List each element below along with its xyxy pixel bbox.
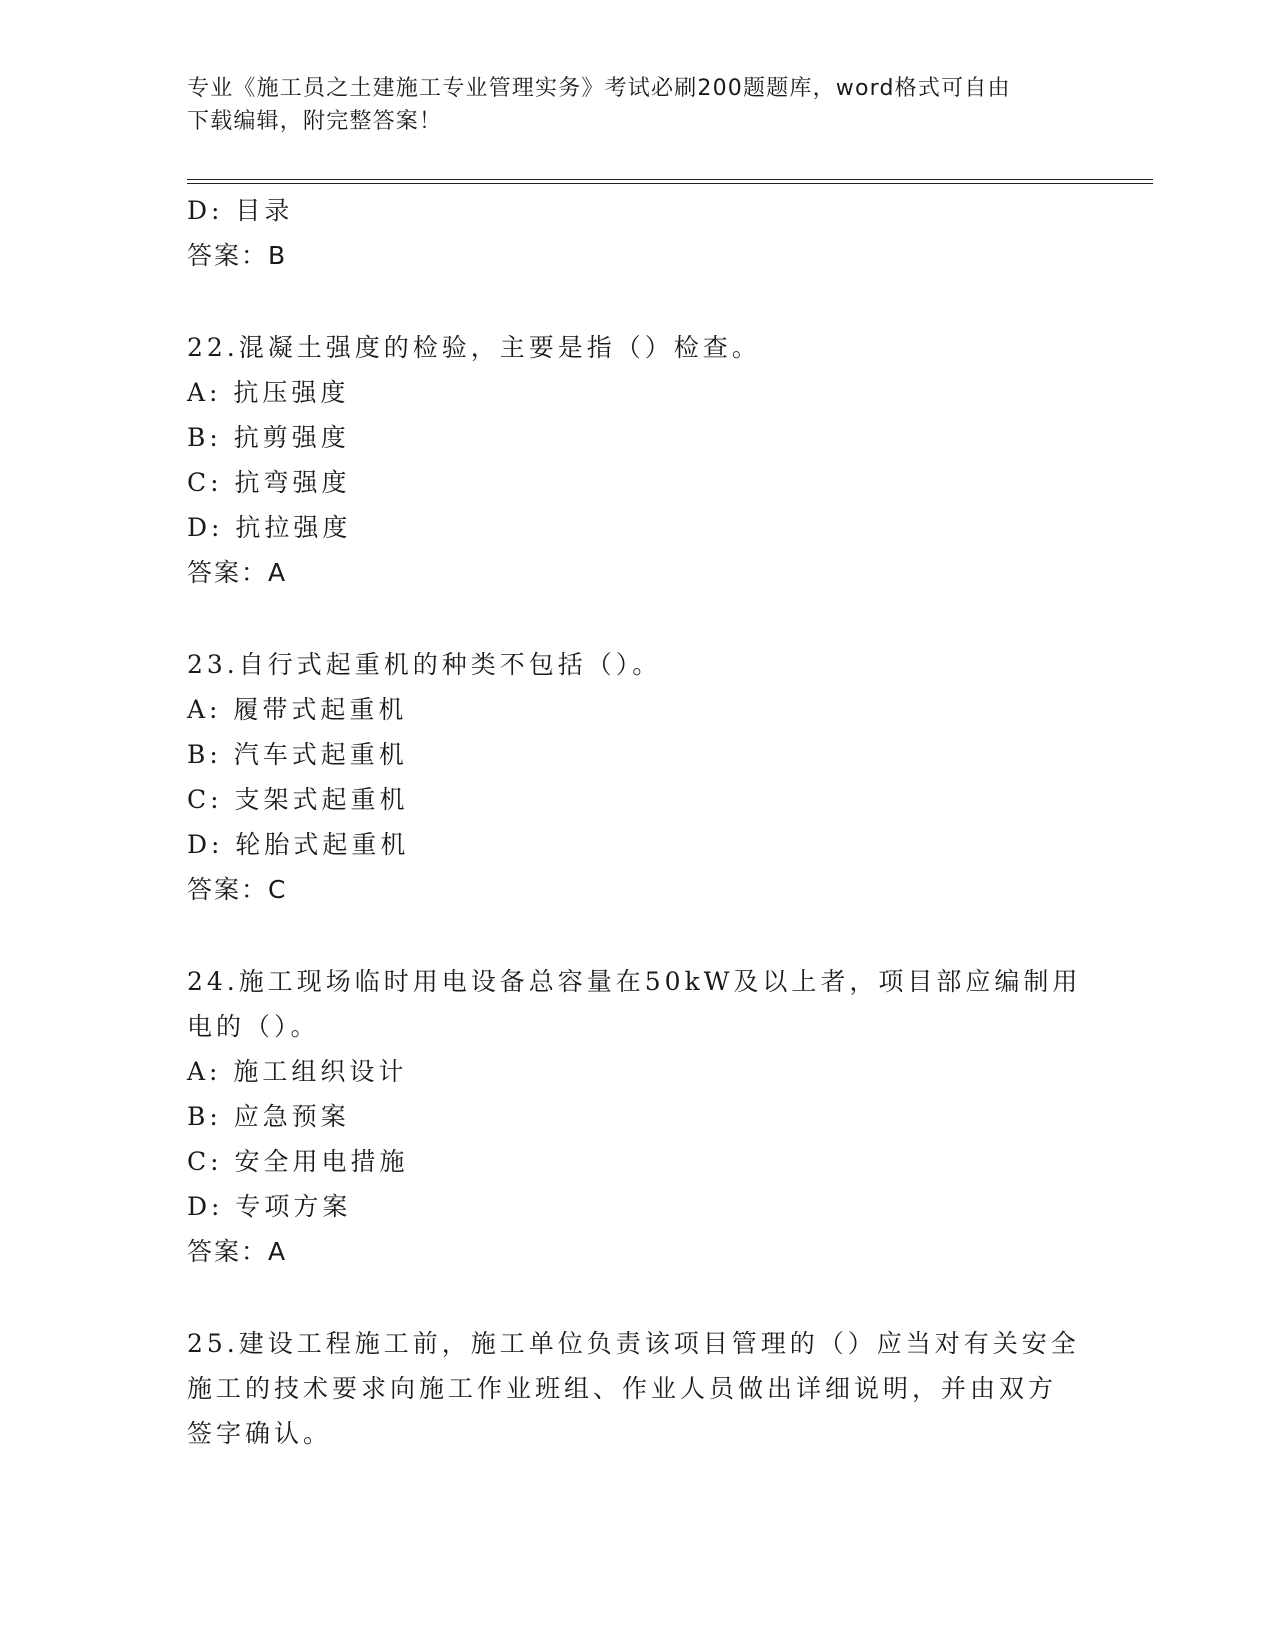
option-d: D: 轮胎式起重机 — [187, 830, 410, 859]
previous-question-tail — [187, 188, 1087, 278]
header-title-line-1: 专业《施工员之土建施工专业管理实务》考试必刷200题题库，word格式可自由 — [187, 76, 1011, 101]
answer-line: 答案：A — [187, 558, 288, 587]
option-a: A: 抗压强度 — [187, 378, 350, 407]
question-spacer — [187, 278, 1087, 325]
option-a: A: 施工组织设计 — [187, 1057, 408, 1086]
header-divider-bottom — [187, 183, 1153, 184]
option-c: C: 支架式起重机 — [187, 785, 409, 814]
answer-line: 答案：B — [187, 241, 288, 270]
question-spacer — [187, 595, 1087, 642]
question-stem-line-1: 25.建设工程施工前，施工单位负责该项目管理的（）应当对有关安全 — [187, 1329, 1080, 1358]
option-d: D: 目录 — [187, 196, 294, 225]
option-b: B: 抗剪强度 — [187, 423, 350, 452]
answer-line: 答案：A — [187, 1237, 288, 1266]
question-24 — [187, 959, 1087, 1274]
header-divider-top — [187, 179, 1153, 180]
question-stem: 23.自行式起重机的种类不包括（）。 — [187, 650, 662, 679]
document-header — [187, 72, 1067, 138]
option-d: D: 专项方案 — [187, 1192, 352, 1221]
question-spacer — [187, 912, 1087, 959]
option-c: C: 抗弯强度 — [187, 468, 351, 497]
question-stem-line-2: 电的（）。 — [187, 1012, 320, 1041]
question-23 — [187, 642, 1087, 912]
header-title-line-2: 下载编辑，附完整答案！ — [187, 109, 443, 134]
option-b: B: 应急预案 — [187, 1102, 350, 1131]
question-spacer — [187, 1274, 1087, 1321]
question-22 — [187, 325, 1087, 595]
answer-line: 答案：C — [187, 875, 288, 904]
question-stem-line-3: 签字确认。 — [187, 1419, 333, 1448]
option-c: C: 安全用电措施 — [187, 1147, 409, 1176]
question-25 — [187, 1321, 1087, 1456]
question-stem-line-1: 24.施工现场临时用电设备总容量在50kW及以上者，项目部应编制用 — [187, 967, 1082, 996]
question-stem-line-2: 施工的技术要求向施工作业班组、作业人员做出详细说明，并由双方 — [187, 1374, 1058, 1403]
option-b: B: 汽车式起重机 — [187, 740, 408, 769]
question-content — [187, 188, 1087, 1456]
option-d: D: 抗拉强度 — [187, 513, 352, 542]
question-stem: 22.混凝土强度的检验，主要是指（）检查。 — [187, 333, 761, 362]
option-a: A: 履带式起重机 — [187, 695, 408, 724]
